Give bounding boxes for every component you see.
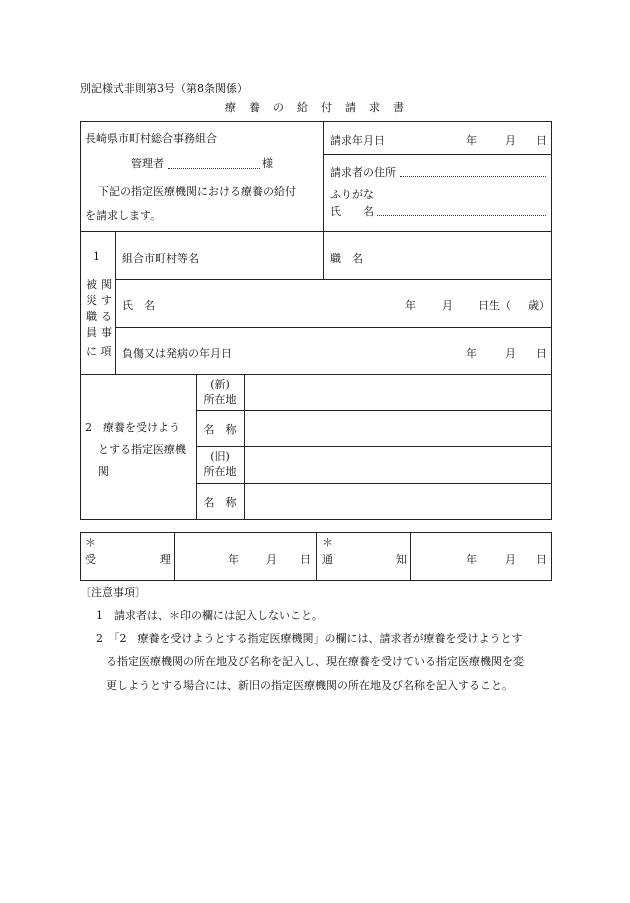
notice-label: 通	[322, 553, 333, 566]
notes-item2-line2: る指定医療機関の所在地及び名称を記入し、現在療養を受けている指定医療機関を変	[106, 655, 524, 668]
insured-name-label: 氏 名	[122, 299, 155, 312]
address-label: 請求者の住所	[330, 166, 396, 179]
notice-year: 年	[466, 553, 477, 566]
section1-tail-label: に 項	[86, 345, 112, 358]
vertical-char: 関	[101, 278, 112, 291]
position-label: 職 名	[330, 252, 363, 265]
manager-label: 管理者	[131, 157, 164, 170]
old-location-field[interactable]	[245, 447, 551, 483]
manager-name-field[interactable]	[168, 168, 260, 169]
section1-vertical-col1	[86, 277, 97, 341]
vertical-char: す	[101, 294, 112, 307]
request-date-day: 日	[536, 134, 547, 147]
old-name-label: 名 称	[203, 496, 237, 509]
birth-year: 年	[405, 299, 416, 312]
section1-number: 1	[93, 250, 100, 263]
section2-label-line3: 関	[98, 465, 109, 478]
vertical-char: 職	[86, 310, 97, 323]
form-title: 療 養 の 給 付 請 求 書	[225, 101, 405, 114]
new-location-cell	[196, 377, 244, 407]
claimant-name-field[interactable]	[377, 215, 546, 216]
receipt-year: 年	[228, 553, 239, 566]
notes-item2-line1: 2 「2 療養を受けようとする指定医療機関」の欄には、請求者が療養を受けようとす	[96, 632, 523, 645]
vertical-char: 事	[101, 326, 112, 339]
furigana-label: ふりがな	[330, 188, 374, 201]
request-date-month: 月	[505, 134, 516, 147]
age-suffix: 歳）	[528, 299, 550, 312]
new-name-field[interactable]	[245, 411, 551, 446]
new-location-field[interactable]	[245, 375, 551, 410]
section2-label-line1: 2 療養を受けよう	[85, 421, 180, 434]
injury-date-label: 負傷又は発病の年月日	[122, 347, 232, 360]
section1-vertical-col2	[101, 277, 112, 341]
form-number: 別記様式非則第3号（第8条関係）	[80, 82, 248, 95]
vertical-char: 被	[86, 278, 97, 291]
birth-month: 月	[442, 299, 453, 312]
birth-day: 日生（	[478, 299, 511, 312]
vertical-char: 災	[86, 294, 97, 307]
new-tag: (新)	[210, 378, 230, 391]
vertical-char: る	[101, 310, 112, 323]
receipt-day: 日	[300, 553, 311, 566]
receipt-month: 月	[266, 553, 277, 566]
notes-heading: 〔注意事項〕	[80, 586, 146, 599]
receipt-label2: 理	[160, 553, 171, 566]
injury-day: 日	[536, 347, 547, 360]
vertical-char: 員	[86, 326, 97, 339]
notes-item2-line3: 更しようとする場合には、新旧の指定医療機関の所在地及び名称を記入すること。	[106, 679, 513, 692]
injury-month: 月	[505, 347, 516, 360]
receipt-asterisk: ＊	[85, 536, 96, 549]
injury-year: 年	[466, 347, 477, 360]
manager-suffix: 様	[262, 157, 273, 170]
old-location-label: 所在地	[203, 465, 237, 478]
section2-label-line2: とする指定医療機	[98, 443, 186, 456]
notice-asterisk: ＊	[322, 536, 333, 549]
notes-item1: 1 請求者は、＊印の欄には記入しないこと。	[96, 609, 323, 622]
new-location-label: 所在地	[203, 393, 237, 406]
new-name-label: 名 称	[203, 423, 237, 436]
request-text-line1: 下記の指定医療機関における療養の給付	[98, 185, 296, 198]
union-label: 組合市町村等名	[122, 252, 199, 265]
notice-month: 月	[505, 553, 516, 566]
addressee-org: 長崎県市町村総合事務組合	[85, 132, 217, 145]
request-date-year: 年	[466, 134, 477, 147]
receipt-label: 受	[85, 553, 96, 566]
claimant-name-label: 氏 名	[330, 205, 374, 218]
request-text-line2: を請求します。	[85, 209, 162, 222]
request-date-label: 請求年月日	[330, 134, 385, 147]
old-location-cell	[196, 449, 244, 479]
old-name-field[interactable]	[245, 484, 551, 519]
old-tag: (旧)	[210, 450, 230, 463]
notice-day: 日	[536, 553, 547, 566]
notice-label2: 知	[396, 553, 407, 566]
address-field[interactable]	[400, 176, 546, 177]
